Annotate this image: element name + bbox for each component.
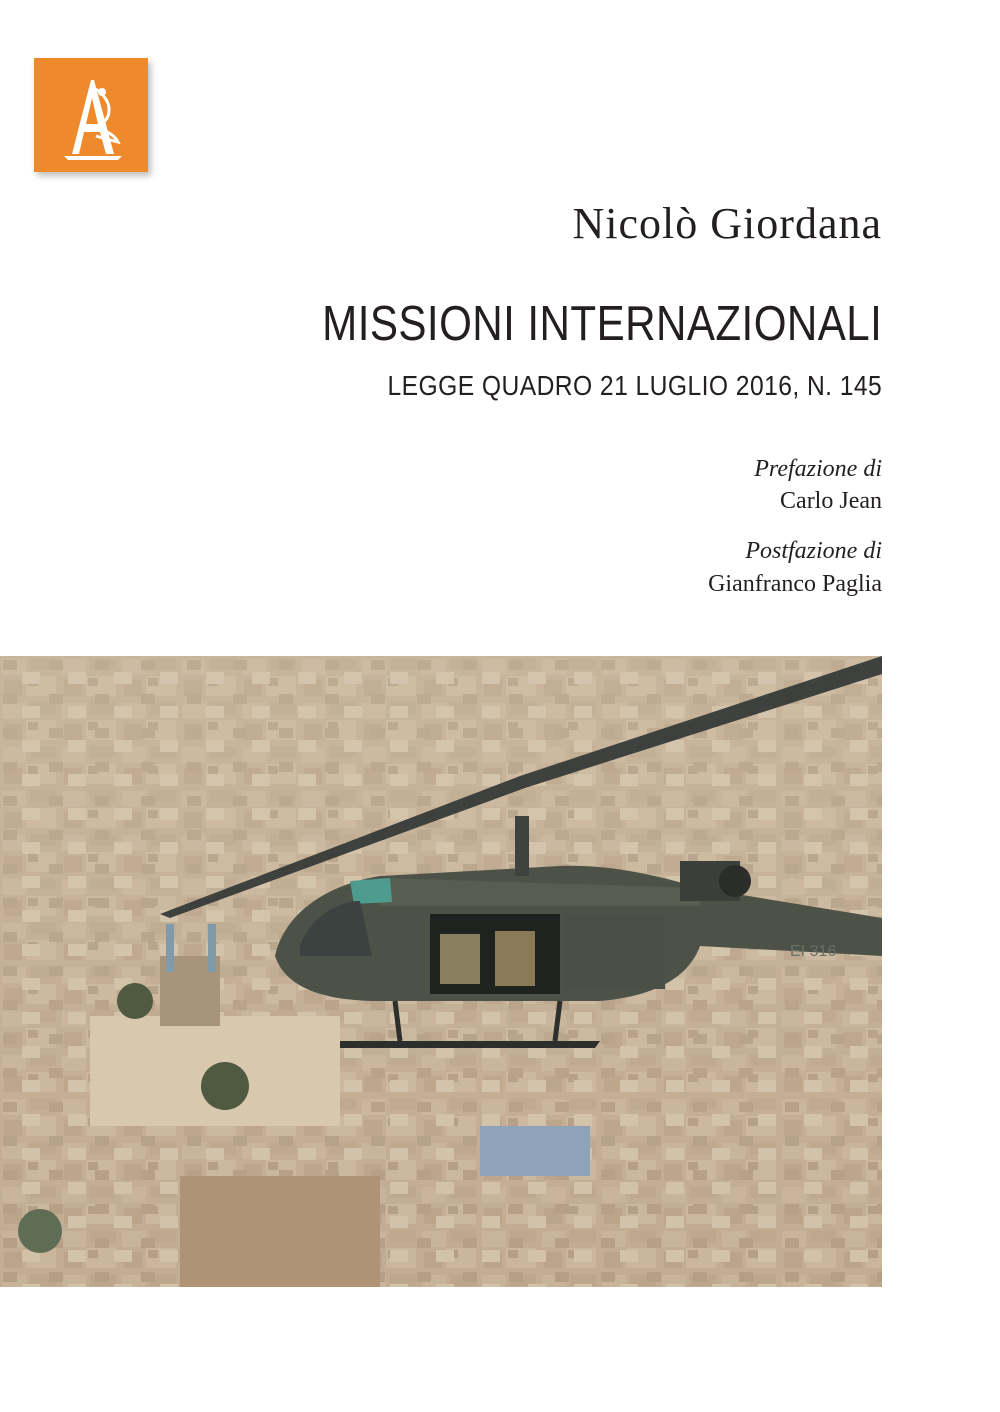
book-title: MISSIONI INTERNAZIONALI xyxy=(321,297,882,351)
preface-author: Carlo Jean xyxy=(780,488,882,514)
helicopter-city-photo xyxy=(0,656,882,1287)
publisher-logo-icon xyxy=(34,58,148,172)
svg-text:EI 316: EI 316 xyxy=(790,943,837,960)
cover-photo xyxy=(0,656,882,1287)
postface-author: Gianfranco Paglia xyxy=(708,571,882,597)
postface-label: Postfazione di xyxy=(745,538,882,564)
preface-label: Prefazione di xyxy=(754,456,882,482)
author-name: Nicolò Giordana xyxy=(572,199,882,248)
publisher-logo-drawing xyxy=(34,58,148,172)
book-subtitle: LEGGE QUADRO 21 LUGLIO 2016, N. 145 xyxy=(387,370,882,401)
